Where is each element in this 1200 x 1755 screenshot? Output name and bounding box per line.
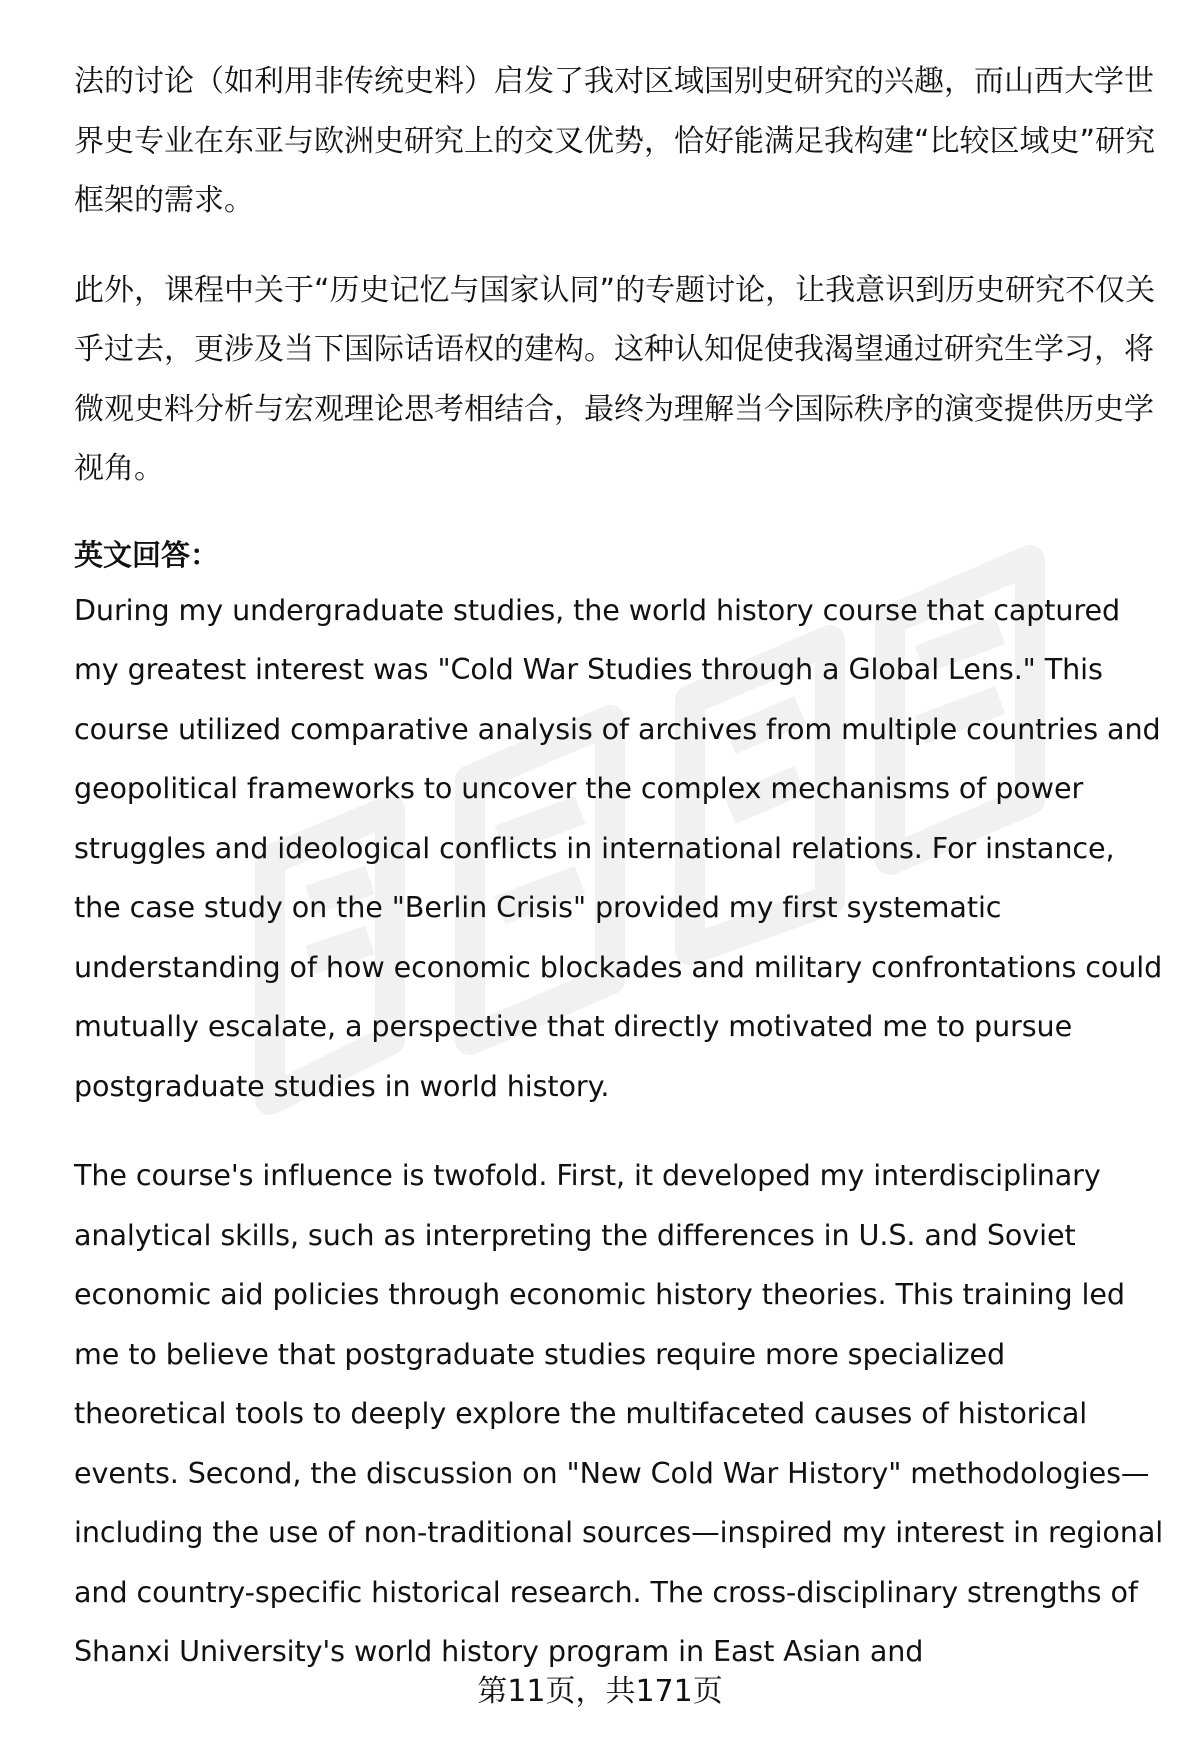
document-body	[74, 52, 1164, 1682]
chinese-paragraph-1: 法的讨论（如利用非传统史料）启发了我对区域国别史研究的兴趣，而山西大学世界史专业在东亚与欧洲史研究上的交叉优势，恰好能满足我构建“比较区域史”研究框架的需求。	[74, 64, 1156, 218]
english-paragraph-1: During my undergraduate studies, the world history course that captured my greatest interest was "Cold War Studies through a Global Lens." This course utilized comparative analysis of archives from multiple countries and geopolitical frameworks to uncover the complex mechanisms of power struggles and ideological conflicts in international relations. For instance, the case study on the "Berlin Crisis" provided my first systematic understanding of how economic blockades and military confrontations could mutually escalate, a perspective that directly motivated me to pursue postgraduate studies in world history.	[74, 592, 1163, 1103]
page-number-footer: 第11页，共171页	[477, 1674, 723, 1709]
chinese-paragraph-2: 此外，课程中关于“历史记忆与国家认同”的专题讨论，让我意识到历史研究不仅关乎过去，更涉及当下国际话语权的建构。这种认知促使我渴望通过研究生学习，将微观史料分析与宏观理论思考相结合，最终为理解当今国际秩序的演变提供历史学视角。	[74, 272, 1156, 486]
english-answer-heading: 英文回答：	[74, 537, 220, 572]
english-paragraph-2: The course's influence is twofold. First, it developed my interdisciplinary analytical skills, such as interpreting the differences in U.S. and Soviet economic aid policies through economic history theories. This training led me to believe that postgraduate studies require more specialized theoretical tools to deeply explore the multifaceted causes of historical events. Second, the discussion on "New Cold War History" methodologies—including the use of non-traditional sources—inspired my interest in regional and country-specific historical research. The cross-disciplinary strengths of Shanxi University's world history program in East Asian and	[74, 1158, 1164, 1668]
